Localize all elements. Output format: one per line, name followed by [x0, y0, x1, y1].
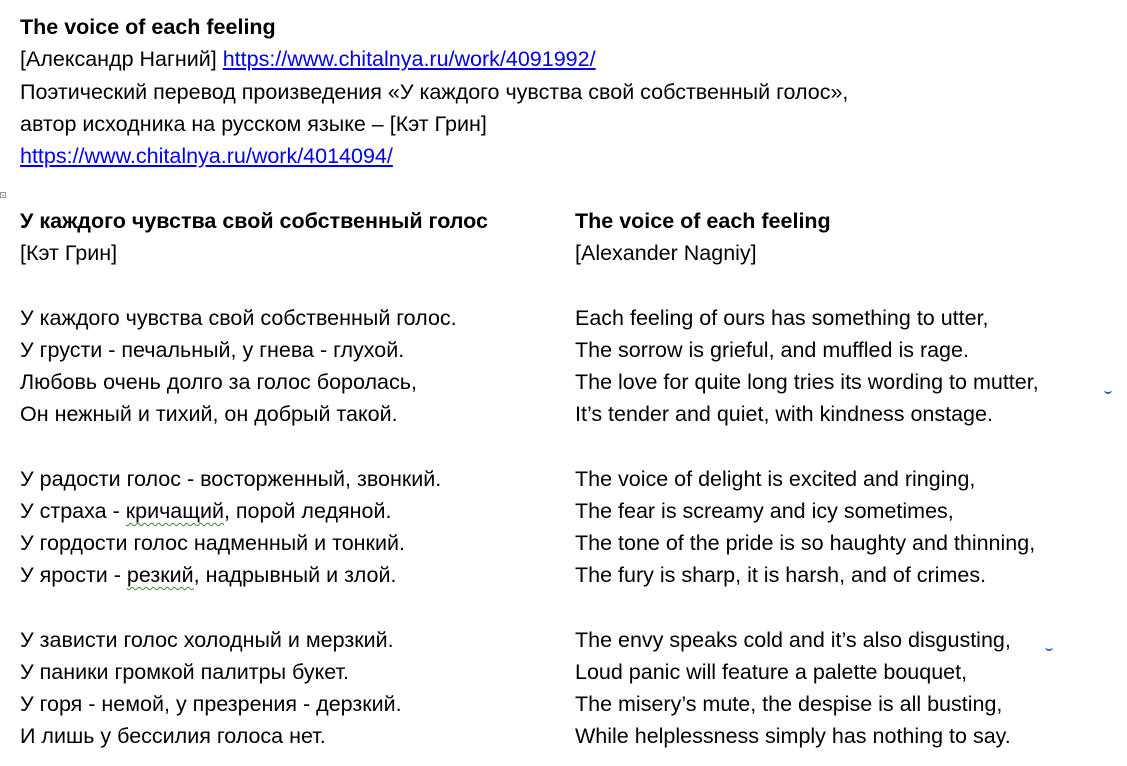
english-line: The fear is screamy and icy sometimes,: [575, 499, 954, 523]
spellcheck-word[interactable]: кричащий: [125, 499, 224, 523]
english-poem-author: [Alexander Nagniy]: [575, 241, 757, 265]
russian-line-part: У страха -: [20, 499, 126, 523]
spellcheck-word[interactable]: резкий: [126, 563, 194, 587]
russian-line: Любовь очень долго за голос боролась,: [20, 370, 417, 394]
russian-line: У каждого чувства свой собственный голос.: [20, 306, 457, 330]
english-line: The envy speaks cold and it’s also disgusting,: [575, 628, 1011, 652]
english-line: The sorrow is grieful, and muffled is rage.: [575, 338, 969, 362]
russian-poem-title: У каждого чувства свой собственный голос: [20, 209, 488, 233]
russian-line: [20, 495, 391, 527]
table-move-handle[interactable]: [0, 192, 6, 198]
russian-line: У паники громкой палитры букет.: [20, 660, 349, 684]
russian-line: У гордости голос надменный и тонкий.: [20, 531, 405, 555]
russian-line: Он нежный и тихий, он добрый такой.: [20, 402, 398, 426]
english-line: While helplessness simply has nothing to say.: [575, 724, 1011, 748]
english-line: Each feeling of ours has something to utter,: [575, 306, 989, 330]
english-line: The love for quite long tries its wording to mutter,: [575, 370, 1039, 394]
english-line: The voice of delight is excited and ringing,: [575, 467, 976, 491]
english-poem-title: The voice of each feeling: [575, 209, 831, 233]
source-line: [20, 140, 393, 172]
russian-line-part: У ярости -: [20, 563, 127, 587]
russian-line: У зависти голос холодный и мерзкий.: [20, 628, 394, 652]
russian-poem-author: [Кэт Грин]: [20, 241, 118, 265]
author-name: [Александр Нагний]: [20, 47, 217, 71]
russian-line: И лишь у бессилия голоса нет.: [20, 724, 326, 748]
author-line: [20, 43, 596, 75]
russian-line-part: , надрывный и злой.: [193, 563, 397, 587]
english-line: Loud panic will feature a palette bouquet,: [575, 660, 968, 684]
russian-line: У грусти - печальный, у гнева - глухой.: [20, 338, 405, 362]
grammar-mark-icon[interactable]: [1104, 388, 1112, 394]
author-work-link[interactable]: https://www.chitalnya.ru/work/4091992/: [222, 47, 596, 71]
russian-line-part: , порой ледяной.: [223, 499, 392, 523]
english-line: The tone of the pride is so haughty and thinning,: [575, 531, 1036, 555]
russian-line: У горя - немой, у презрения - дерзкий.: [20, 692, 402, 716]
russian-line: У радости голос - восторженный, звонкий.: [20, 467, 442, 491]
description-line-1: Поэтический перевод произведения «У каждого чувства свой собственный голос»,: [20, 80, 849, 104]
source-work-link[interactable]: https://www.chitalnya.ru/work/4014094/: [20, 144, 393, 168]
grammar-mark-icon[interactable]: [1045, 645, 1053, 651]
english-line: The fury is sharp, it is harsh, and of crimes.: [575, 563, 987, 587]
description-line-2: автор исходника на русском языке – [Кэт Грин]: [20, 112, 487, 136]
document-title: The voice of each feeling: [20, 15, 276, 39]
english-line: It’s tender and quiet, with kindness onstage.: [575, 402, 993, 426]
english-line: The misery’s mute, the despise is all busting,: [575, 692, 1003, 716]
russian-line: [20, 559, 396, 591]
